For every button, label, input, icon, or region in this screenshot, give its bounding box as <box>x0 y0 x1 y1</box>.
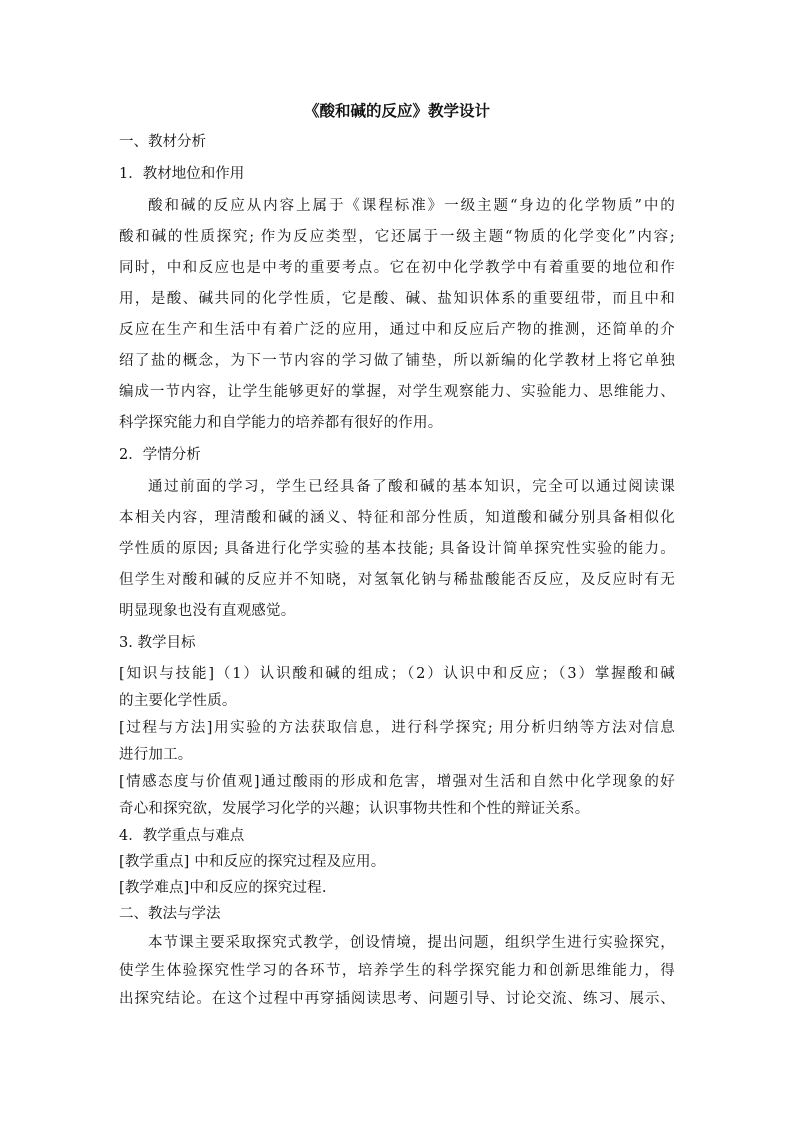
paragraph-line: 本相关内容，理清酸和碱的涵义、特征和部分性质，知道酸和碱分别具备相似化 <box>119 510 675 526</box>
paragraph-line: 同时，中和反应也是中考的重要考点。它在初中化学教学中有着重要的地位和作 <box>119 260 675 276</box>
paragraph-line: [教学难点]中和反应的探究过程. <box>119 880 327 896</box>
paragraph-line: 酸和碱的性质探究; 作为反应类型，它还属于一级主题“物质的化学变化”内容; <box>119 229 675 245</box>
paragraph-line: [过程与方法]用实验的方法获取信息，进行科学探究; 用分析归纳等方法对信息 <box>119 720 675 736</box>
paragraph-line: 的主要化学性质。 <box>119 693 237 709</box>
subsection-heading-learner-analysis: 2．学情分析 <box>119 447 201 463</box>
paragraph-line: 反应在生产和生活中有着广泛的应用，通过中和反应后产物的推测，还简单的介 <box>119 322 675 338</box>
paragraph-line: 明显现象也没有直观感觉。 <box>119 603 296 619</box>
paragraph-line: 编成一节内容，让学生能够更好的掌握，对学生观察能力、实验能力、思维能力、 <box>119 384 675 400</box>
paragraph-line: 科学探究能力和自学能力的培养都有很好的作用。 <box>119 415 443 431</box>
document-title: 《酸和碱的反应》教学设计 <box>303 102 490 120</box>
paragraph-line: [情感态度与价值观]通过酸雨的形成和危害，增强对生活和自然中化学现象的好 <box>119 774 675 790</box>
subsection-heading-key-difficult-points: 4．教学重点与难点 <box>119 828 245 844</box>
paragraph-line: 酸和碱的反应从内容上属于《课程标准》一级主题“身边的化学物质”中的 <box>148 198 675 214</box>
paragraph-line: 用，是酸、碱共同的化学性质，它是酸、碱、盐知识体系的重要纽带，而且中和 <box>119 291 675 307</box>
paragraph-line: 本节课主要采取探究式教学，创设情境，提出问题，组织学生进行实验探究， <box>148 935 675 951</box>
paragraph-line: [知识与技能]（1）认识酸和碱的组成；（2）认识中和反应；（3）掌握酸和碱 <box>119 666 675 682</box>
paragraph-line: 学性质的原因; 具备进行化学实验的基本技能; 具备设计简单探究性实验的能力。 <box>119 541 675 557</box>
paragraph-line: 使学生体验探究性学习的各环节，培养学生的科学探究能力和创新思维能力，得 <box>119 963 675 979</box>
paragraph-line: 奇心和探究欲，发展学习化学的兴趣；认识事物共性和个性的辩证关系。 <box>119 801 590 817</box>
paragraph-line: 绍了盐的概念，为下一节内容的学习做了铺垫，所以新编的化学教材上将它单独 <box>119 353 675 369</box>
subsection-heading-teaching-objectives: 3. 教学目标 <box>119 635 196 651</box>
paragraph-line: 进行加工。 <box>119 747 193 763</box>
paragraph-line: [教学重点] 中和反应的探究过程及应用。 <box>119 854 386 870</box>
section-heading-textbook-analysis: 一、教材分析 <box>119 134 206 150</box>
paragraph-line: 但学生对酸和碱的反应并不知晓，对氢氧化钠与稀盐酸能否反应，及反应时有无 <box>119 572 675 588</box>
subsection-heading-position-role: 1．教材地位和作用 <box>119 166 245 182</box>
section-heading-teaching-methods: 二、教法与学法 <box>119 906 221 922</box>
paragraph-line: 出探究结论。在这个过程中再穿插阅读思考、问题引导、讨论交流、练习、展示、 <box>119 991 675 1007</box>
paragraph-line: 通过前面的学习，学生已经具备了酸和碱的基本知识，完全可以通过阅读课 <box>148 479 675 495</box>
